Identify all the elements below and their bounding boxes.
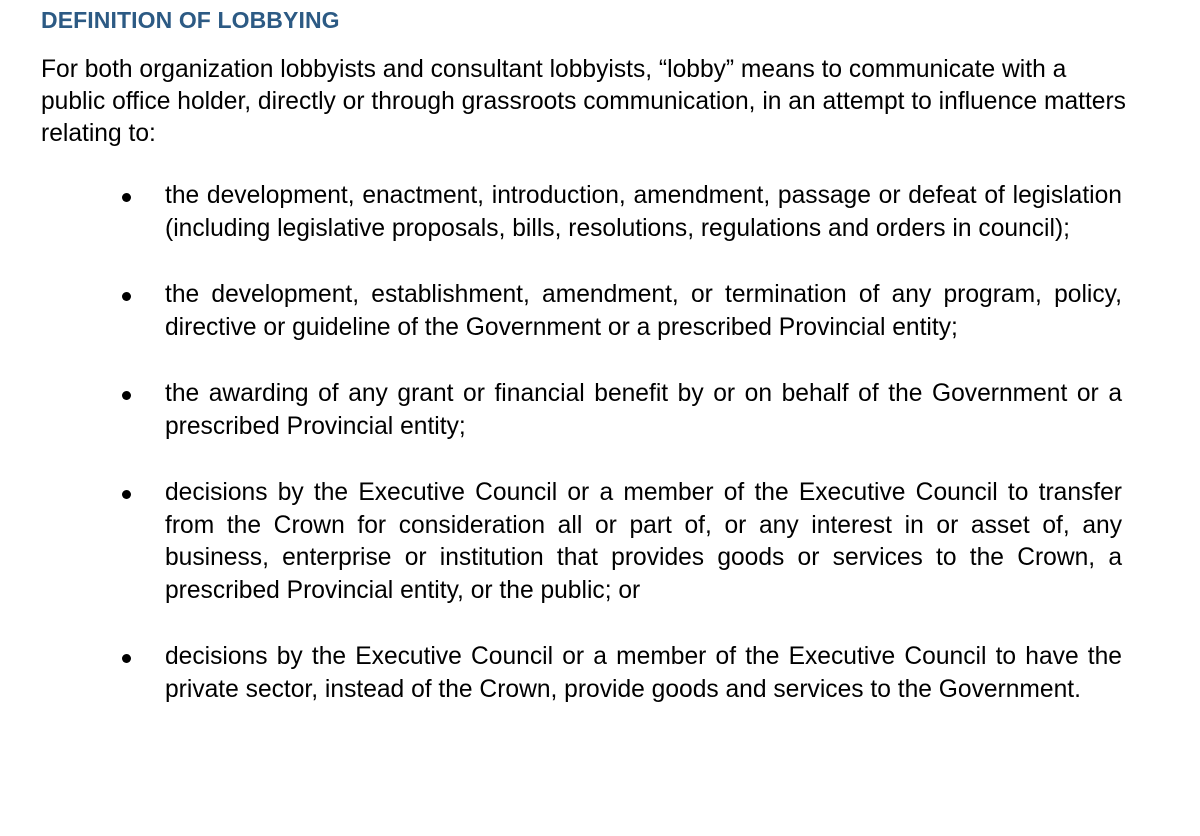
bullet-icon <box>122 490 131 499</box>
list-item-text: decisions by the Executive Council or a member of the Executive Council to have the private sector, instead of the Crown, provide goods and services to the Government. <box>165 643 1122 703</box>
matters-list <box>0 180 1200 740</box>
list-item <box>0 279 1200 344</box>
intro-paragraph: For both organization lobbyists and consultant lobbyists, “lobby” means to communicate with a public office holder, directly or through grassroots communication, in an attempt to influence matters relating to: <box>41 56 1126 147</box>
list-item-text: decisions by the Executive Council or a member of the Executive Council to transfer from the Crown for consideration all or part of, or any interest in or asset of, any business, enterprise or institution that provides goods or services to the Crown, a prescribed Provincial entity, or the public; or <box>165 479 1122 604</box>
bullet-icon <box>122 654 131 663</box>
bullet-icon <box>122 292 131 301</box>
list-item <box>0 641 1200 706</box>
section-heading: DEFINITION OF LOBBYING <box>41 7 340 33</box>
list-item-text: the development, establishment, amendment, or termination of any program, policy, directive or guideline of the Government or a prescribed Provincial entity; <box>165 281 1122 341</box>
list-item-text: the development, enactment, introduction, amendment, passage or defeat of legislation (including legislative proposals, bills, resolutions, regulations and orders in council); <box>165 182 1122 242</box>
list-item <box>0 378 1200 443</box>
bullet-icon <box>122 391 131 400</box>
bullet-icon <box>122 193 131 202</box>
list-item <box>0 477 1200 607</box>
list-item-text: the awarding of any grant or financial benefit by or on behalf of the Government or a prescribed Provincial entity; <box>165 380 1122 440</box>
list-item <box>0 180 1200 245</box>
